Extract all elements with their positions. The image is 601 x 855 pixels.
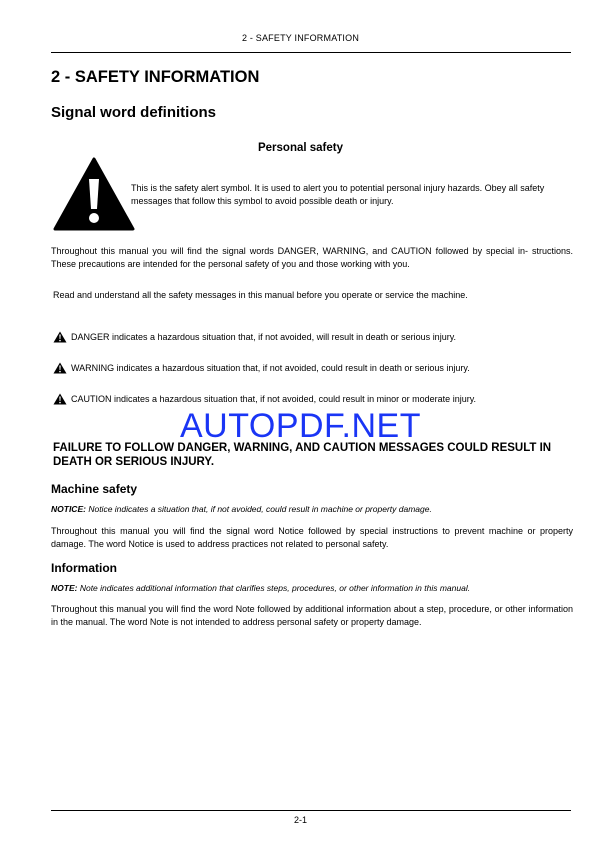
- information-heading: Information: [51, 561, 117, 575]
- footer-rule: [51, 810, 571, 811]
- danger-definition: [53, 331, 573, 343]
- page-number: 2-1: [293, 815, 307, 825]
- caution-definition: [53, 393, 573, 405]
- alert-symbol-description: This is the safety alert symbol. It is used to alert you to potential personal injury hazards. Obey all safety messages that follow this symbol to avoid possible death or injury.: [131, 183, 545, 206]
- machine-safety-heading: Machine safety: [51, 482, 138, 496]
- warning-definition: [53, 362, 573, 374]
- personal-safety-heading: Personal safety: [257, 142, 343, 154]
- note-text: Note indicates additional information that clarifies steps, procedures, or other information in this manual.: [79, 583, 471, 593]
- note-label: NOTE:: [51, 583, 78, 593]
- section-title: Signal word definitions: [51, 104, 216, 121]
- caution-text: CAUTION indicates a hazardous situation that, if not avoided, could result in minor or moderate injury.: [71, 394, 477, 404]
- notice-text: Notice indicates a situation that, if not avoided, could result in machine or property damage.: [88, 504, 432, 514]
- signal-words-paragraph: Throughout this manual you will find the signal words DANGER, WARNING, and CAUTION followed by special in- structions. These precautions are intended for the personal safety of you and those working with you.: [51, 246, 573, 270]
- read-understand-paragraph: Read and understand all the safety messages in this manual before you operate or service the machine.: [53, 290, 468, 300]
- danger-text: DANGER indicates a hazardous situation that, if not avoided, will result in death or serious injury.: [71, 332, 457, 342]
- safety-alert-icon: [53, 157, 135, 231]
- notice-label: NOTICE:: [51, 504, 86, 514]
- page-title: 2 - SAFETY INFORMATION: [51, 68, 260, 86]
- header-rule: [51, 52, 571, 53]
- warning-text: WARNING indicates a hazardous situation that, if not avoided, could result in death or serious injury.: [71, 363, 470, 373]
- running-header: 2 - SAFETY INFORMATION: [241, 33, 360, 43]
- info-note: [51, 582, 573, 594]
- warning-triangle-icon: [53, 393, 67, 405]
- notice-note: [51, 503, 573, 515]
- warning-triangle-icon: [53, 331, 67, 343]
- machine-safety-paragraph: Throughout this manual you will find the signal word Notice followed by special instructions to prevent machine or property damage. The word Notice is used to address practices not related to personal safety.: [51, 526, 573, 550]
- watermark: AUTOPDF.NET: [179, 407, 421, 445]
- failure-warning: FAILURE TO FOLLOW DANGER, WARNING, AND CAUTION MESSAGES COULD RESULT IN DEATH OR SERIOUS INJURY.: [53, 442, 552, 468]
- information-paragraph: Throughout this manual you will find the word Note followed by additional information about a step, procedure, or other information in the manual. The word Note is not intended to address personal safety or property damage.: [51, 604, 573, 628]
- warning-triangle-icon: [53, 362, 67, 374]
